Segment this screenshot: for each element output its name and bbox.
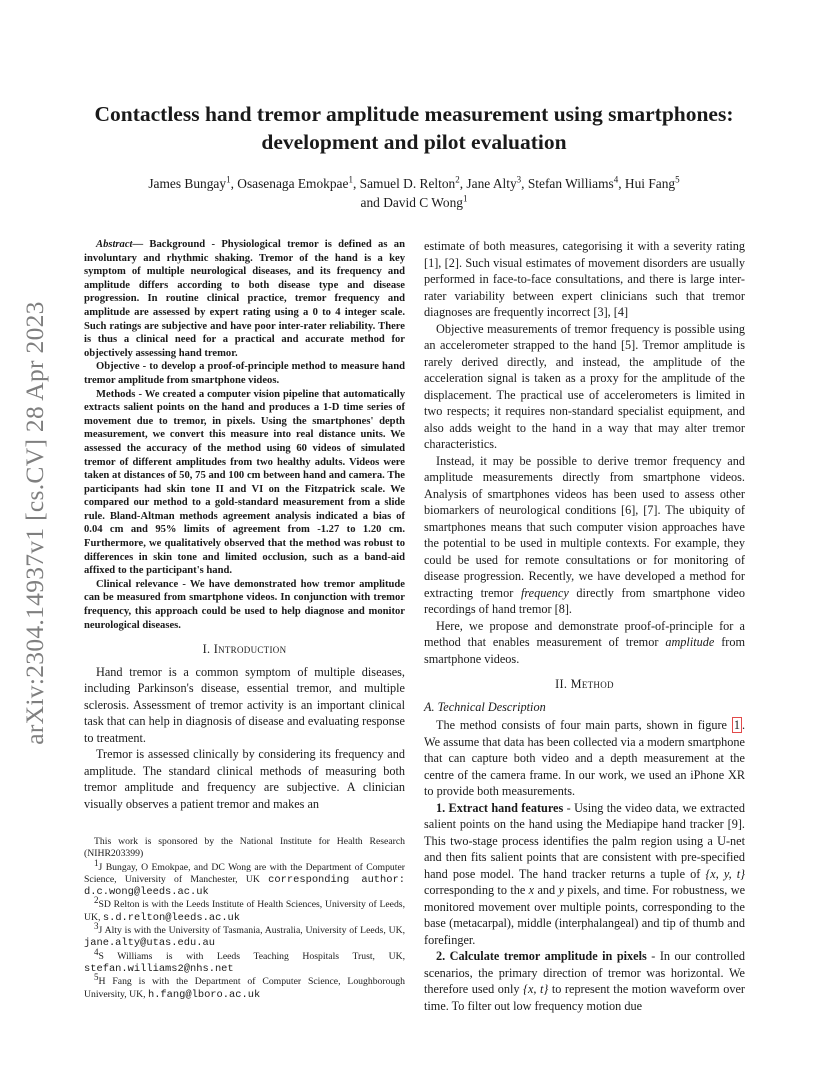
abstract-objective: Objective - to develop a proof-of-principle method to measure hand tremor amplitude from smartphone videos. <box>84 361 405 386</box>
intro-paragraph-4: Instead, it may be possible to derive tremor frequency and amplitude measurements directly from smartphone videos. Analysis of smartphones videos has been used to assess other biomarkers of neurological conditions [6], [7]. The ubiquity of smartphones means that such computer vision approaches have the potential to be used in multiple contexts. For example, they could be used for remote consultations or for monitoring of disease progression. Recently, we have developed a method for extracting tremor frequency directly from smartphone video recordings of hand tremor [8]. <box>424 453 745 616</box>
author-list <box>60 174 768 212</box>
step-title: 2. Calculate tremor amplitude in pixels <box>436 949 647 963</box>
abstract <box>84 238 405 632</box>
step-title: 1. Extract hand features <box>436 800 564 815</box>
arxiv-identifier <box>18 285 52 760</box>
affiliation-mark: 2 <box>455 174 460 185</box>
affiliation-mark: 1 <box>462 193 468 204</box>
abstract-clinical-relevance: Clinical relevance - We have demonstrated how tremor amplitude can be measured from smartphone videos. In conjunction with tremor frequency, this approach could be used to help diagnose and monitor neurological diseases. <box>84 578 405 631</box>
left-column <box>84 238 405 812</box>
footnote-affiliation-2: $^2$SD Relton is with the Leeds Institute of Health Sciences, University of Leeds, UK, s.d.relton@leeds.ac.uk <box>84 895 405 924</box>
intro-paragraph-1: Hand tremor is a common symptom of multiple diseases, including Parkinson's disease, essential tremor, and multiple sclerosis. Assessment of tremor activity is an important clinical task that can help in diagnosis of disease and evaluating response to treatment. <box>84 664 405 745</box>
abstract-background: Abstract— Background - Physiological tremor is defined as an involuntary and rhythmic shaking. Tremor of the hand is a key symptom of multiple neurological diseases, and its frequency and amplitude differs according to both disease type and disease progression. In routine clinical practice, tremor frequency and amplitude are assessed by expert rating using a 0 to 4 integer scale. Such ratings are subjective and have poor inter-rater reliability. There is thus a clinical need for a practical and accurate method for objectively assessing hand tremor. <box>84 239 405 359</box>
affiliation-mark: 5 <box>675 174 680 185</box>
intro-paragraph-2: Tremor is assessed clinically by considering its frequency and amplitude. The standard clinical methods of measuring both tremor amplitude and frequency are subjective. A clinician visually observes a patient tremor and makes an <box>84 747 405 811</box>
figure-reference-link[interactable]: 1 <box>733 718 740 732</box>
method-step-2: 2. Calculate tremor amplitude in pixels - In our controlled scenarios, the primary direction of tremor was horizontal. We therefore used only {x, t} to represent the motion waveform over time. To filter out low frequency motion due <box>424 949 745 1013</box>
email-link[interactable]: h.fang@lboro.ac.uk <box>147 988 261 1001</box>
affiliation-mark: 1 <box>226 174 231 185</box>
footnote-affiliation-5: $^5$H Fang is with the Department of Computer Science, Loughborough University, UK, h.fang@lboro.ac.uk <box>84 972 405 1001</box>
author-name: , Osasenaga Emokpae <box>230 176 349 191</box>
footnote-affiliation-3: $^3$J Alty is with the University of Tasmania, Australia, University of Leeds, UK, jane.alty@utas.edu.au <box>84 920 405 950</box>
title-line-1: Contactless hand tremor amplitude measurement using smartphones: <box>94 102 734 126</box>
affiliation-mark: 4 <box>613 174 619 185</box>
section-heading-method: II. Method <box>555 677 614 691</box>
email-link[interactable]: jane.alty@utas.edu.au <box>84 937 215 950</box>
right-column <box>424 238 745 1014</box>
method-step-1: 1. Extract hand features - Using the video data, we extracted salient points on the hand using the Mediapipe hand tracker [9]. This two-stage process identifies the palm region using a U-net and then fits salient points that are consistent with pre-specified hand pose model. The hand tracker returns a tuple of {x, y, t} corresponding to the x and y pixels, and time. For robustness, we monitored movement over multiple points, corresponding to the base (metacarpal), middle (interphalangeal) and tip of thumb and forefinger. <box>424 800 746 947</box>
subsection-heading-technical-description: A. Technical Description <box>424 699 546 714</box>
author-name: , Hui Fang <box>618 176 676 191</box>
title-line-2: development and pilot evaluation <box>261 130 567 154</box>
section-heading-introduction: I. Introduction <box>202 642 287 657</box>
abstract-heading: Abstract <box>96 239 133 250</box>
intro-paragraph-2-continued: estimate of both measures, categorising it with a severity rating [1], [2]. Such visual estimates of movement disorders are usually performed in face-to-face consultations, and there is large inter-rater variability between expert clinicians such that tremor diagnoses are frequently incorrect [3], [4] <box>424 239 745 319</box>
affiliation-mark: 3 <box>516 174 522 185</box>
intro-paragraph-3: Objective measurements of tremor frequency is possible using an accelerometer strapped to the hand [5]. Tremor amplitude is rarely derived directly, and instead, the amplitude of the acceleration signal is taken as a proxy for the amplitude of the displacement. The practical use of accelerometers is limited in two respects; it requires non-standard specialist equipment, and also adds weight to the hand in a way that may alter tremor characteristics. <box>424 321 745 451</box>
arxiv-id-text: arXiv:2304.14937v1 [cs.CV] 28 Apr 2023 <box>20 300 49 745</box>
email-link[interactable]: s.d.relton@leeds.ac.uk <box>102 911 241 924</box>
author-name: and David C Wong <box>360 195 463 210</box>
abstract-methods: Methods - We created a computer vision pipeline that automatically extracts salient points on the hand and produces a 1-D time series of movement due to tremor, in pixels. Using the smartphones' depth measurement, we convert this measure into real distance units. We assessed the accuracy of the method using 60 videos of simulated tremor of different amplitudes from two healthy adults. Videos were taken at distances of 50, 75 and 100 cm between hand and camera. The participants had skin tone II and VI on the Fitzpatrick scale. We compared our method to a gold-standard measurement from a slide rule. Bland-Altman methods agreement analysis indicated a bias of 0.04 cm and 95% limits of agreement from -1.27 to 1.20 cm. Furthermore, we qualitatively observed that the method was robust to differences in skin tone and limited occlusion, such as a band-aid affixed to the participant's hand. <box>84 388 405 577</box>
intro-paragraph-5: Here, we propose and demonstrate proof-of-principle for a method that enables measurement of tremor amplitude from smartphone videos. <box>424 618 746 666</box>
author-name: , Jane Alty <box>459 176 517 191</box>
author-name: James Bungay <box>148 176 227 191</box>
author-name: , Stefan Williams <box>521 176 614 191</box>
method-paragraph-1: The method consists of four main parts, shown in figure 1 . We assume that data has been collected via a modern smartphone that can capture both video and a depth measurement at the centre of the camera frame. In our work, we used an iPhone XR to provide both measurements. <box>424 718 745 798</box>
footnote-affiliation-4: $^4$S Williams is with Leeds Teaching Hospitals Trust, UK, stefan.williams2@nhs.net <box>84 946 405 975</box>
affiliation-mark: 1 <box>348 174 353 185</box>
footnote-funding: This work is sponsored by the National Institute for Health Research (NIHR203399) <box>84 836 405 860</box>
author-name: , Samuel D. Relton <box>352 176 456 191</box>
footnotes <box>84 836 405 1002</box>
footnote-affiliation-1: $^1$J Bungay, O Emokpae, and DC Wong are with the Department of Computer Science, University of Manchester, UK corresponding author: d.c.wong@leeds.ac.uk <box>84 857 405 899</box>
paper-title <box>60 100 768 156</box>
email-link[interactable]: corresponding author: d.c.wong@leeds.ac.uk <box>84 873 405 899</box>
email-link[interactable]: stefan.williams2@nhs.net <box>84 962 234 975</box>
